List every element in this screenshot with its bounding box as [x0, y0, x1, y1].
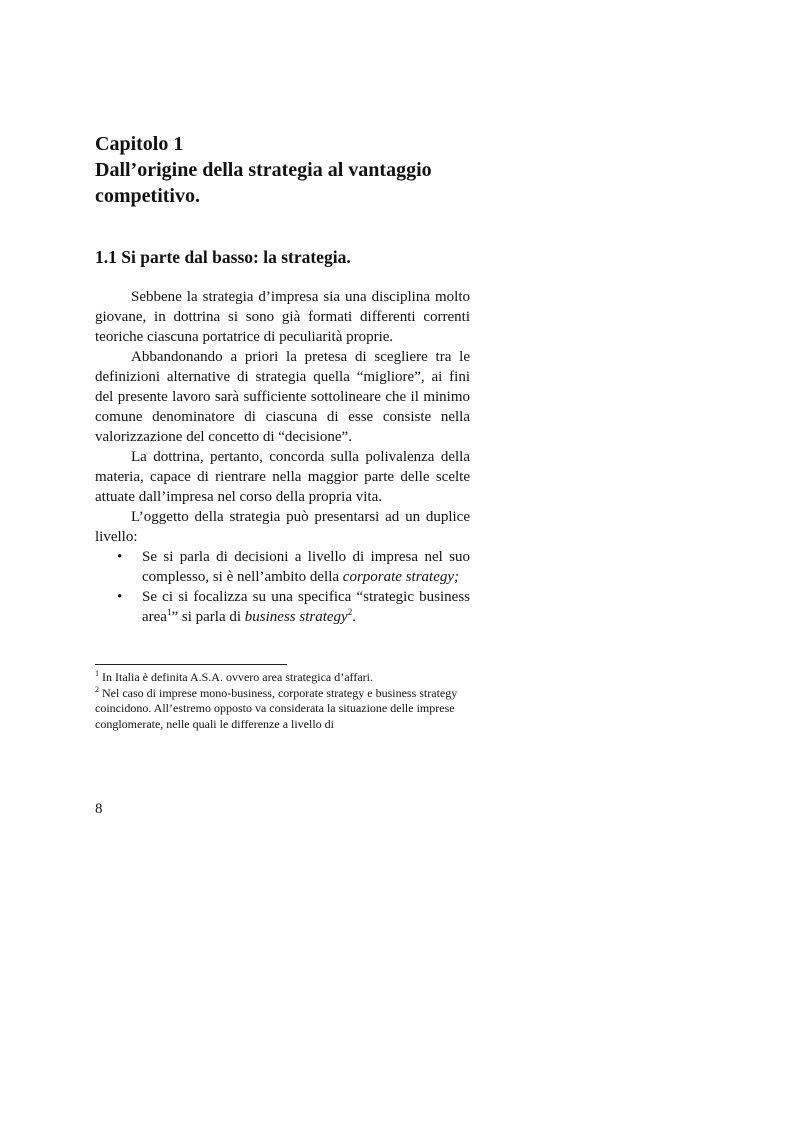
footnote-ref[interactable]: 1 [166, 607, 172, 617]
footnote-text: Nel caso di imprese mono-business, corporate strategy e business strategy coincidono. All’estremo opposto va considerata la situazione delle imprese conglomerate, nelle quali le differenze a livello di [95, 685, 458, 731]
bullet-list [95, 547, 470, 627]
chapter-title: Dall’origine della strategia al vantaggio competitivo. [95, 159, 432, 207]
footnote-divider [95, 664, 287, 665]
footnotes [95, 670, 470, 732]
footnote [95, 686, 470, 733]
bullet-text: . [352, 609, 356, 625]
footnote-ref[interactable]: 2 [347, 607, 353, 617]
body-text [95, 287, 470, 627]
bullet-icon: • [117, 589, 123, 605]
paragraph: L’oggetto della strategia può presentarsi ad un duplice livello: [95, 509, 470, 545]
page-number: 8 [95, 801, 103, 817]
bullet-emphasis: corporate strategy; [342, 569, 460, 585]
bullet-item [95, 587, 470, 627]
bullet-icon: • [117, 549, 123, 565]
paragraph: Sebbene la strategia d’impresa sia una disciplina molto giovane, in dottrina si sono già formati differenti correnti teoriche ciascuna portatrice di peculiarità proprie. [95, 289, 470, 345]
chapter-label: Capitolo 1 [95, 133, 184, 155]
bullet-emphasis: business strategy [244, 609, 348, 625]
section-heading: 1.1 Si parte dal basso: la strategia. [95, 247, 351, 267]
footnote-text: In Italia è definita A.S.A. ovvero area strategica d’affari. [102, 670, 373, 684]
footnote-number: 2 [95, 684, 99, 694]
paragraph: La dottrina, pertanto, concorda sulla polivalenza della materia, capace di rientrare nella maggior parte delle scelte attuate dall’impresa nel corso della propria vita. [95, 449, 470, 505]
bullet-item [95, 547, 470, 587]
paragraph: Abbandonando a priori la pretesa di scegliere tra le definizioni alternative di strategia quella “migliore”, ai fini del presente lavoro sarà sufficiente sottolineare che il minimo comune denominatore di ciascuna di esse consiste nella valorizzazione del concetto di “decisione”. [95, 349, 470, 445]
footnote-number: 1 [95, 669, 99, 678]
bullet-text: Se ci si focalizza su una specifica “strategic business area [142, 589, 470, 625]
footnote [95, 670, 470, 686]
bullet-text: ” si parla di [171, 609, 245, 625]
bullet-text: Se si parla di decisioni a livello di impresa nel suo complesso, si è nell’ambito della [142, 549, 470, 585]
